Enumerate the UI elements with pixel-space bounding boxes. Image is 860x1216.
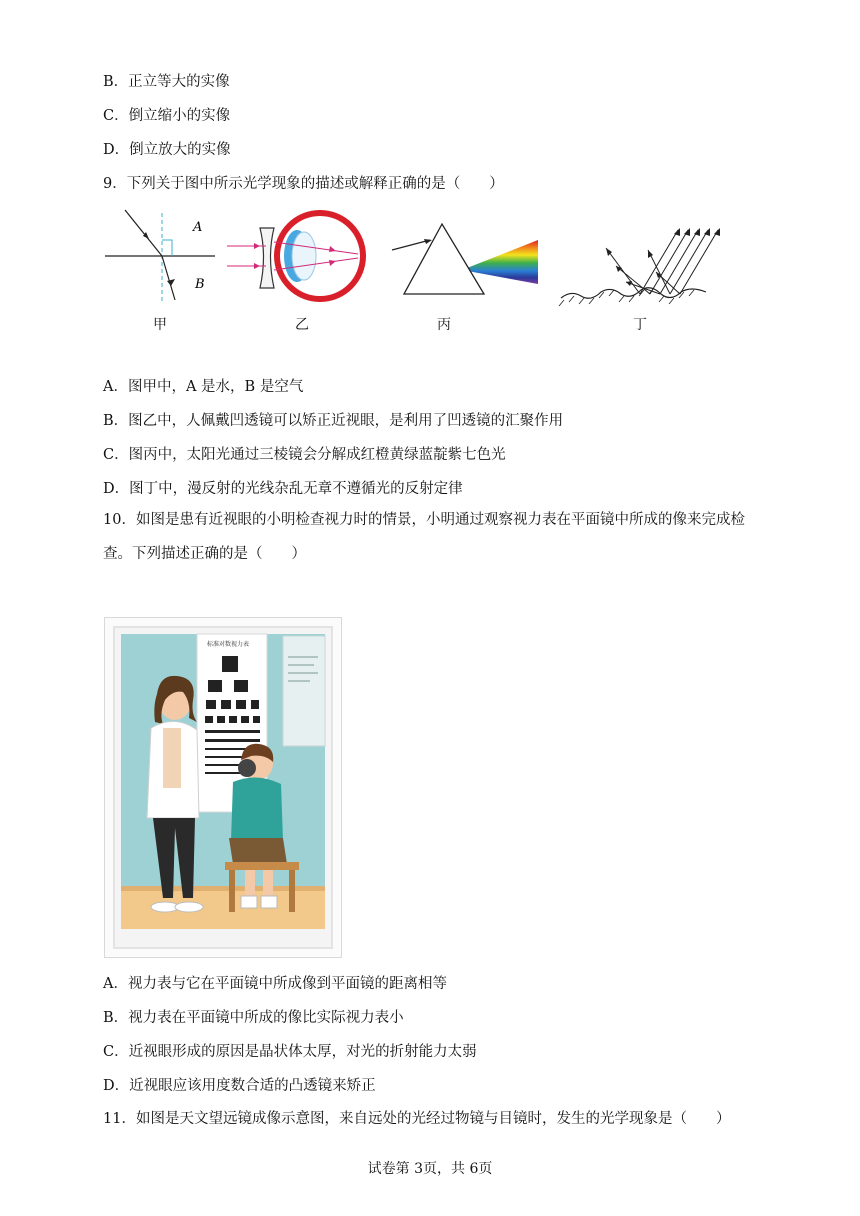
label-b: B <box>195 277 205 292</box>
q9-stem: 9．下列关于图中所示光学现象的描述或解释正确的是（ ） <box>103 176 504 192</box>
eye-diagram <box>222 208 372 308</box>
eye-exam-illustration <box>104 617 342 958</box>
q10-option-a: A．视力表与它在平面镜中所成像到平面镜的距离相等 <box>103 976 447 992</box>
caption-bing: 丙 <box>437 317 451 333</box>
q9-option-a: A．图甲中，A 是水，B 是空气 <box>103 379 304 395</box>
refraction-diagram <box>105 208 215 308</box>
q9-option-d: D．图丁中，漫反射的光线杂乱无章不遵循光的反射定律 <box>103 481 463 497</box>
caption-jia: 甲 <box>153 317 167 333</box>
q10-stem: 10．如图是患有近视眼的小明检查视力时的情景，小明通过观察视力表在平面镜中所成的像来完成检查。下列描述正确的是（ ） <box>103 512 745 562</box>
q9-option-c: C．图丙中，太阳光通过三棱镜会分解成红橙黄绿蓝靛紫七色光 <box>103 447 506 463</box>
q10-option-c: C．近视眼形成的原因是晶状体太厚，对光的折射能力太弱 <box>103 1044 477 1060</box>
caption-yi: 乙 <box>295 317 309 333</box>
q11-stem: 11．如图是天文望远镜成像示意图，来自远处的光经过物镜与目镜时，发生的光学现象是（ ） <box>103 1111 731 1127</box>
caption-ding: 丁 <box>633 317 647 333</box>
eye-chart-title: 标准对数视力表 <box>207 641 250 648</box>
page-footer: 试卷第 3页，共 6页 <box>367 1161 493 1177</box>
q9-option-b: B．图乙中，人佩戴凹透镜可以矫正近视眼，是利用了凹透镜的汇聚作用 <box>103 413 564 429</box>
prism-diagram <box>390 212 540 302</box>
q8-option-d: D．倒立放大的实像 <box>103 142 231 158</box>
label-a: A <box>193 220 203 235</box>
q10-option-d: D．近视眼应该用度数合适的凸透镜来矫正 <box>103 1078 376 1094</box>
q8-option-c: C．倒立缩小的实像 <box>103 108 231 124</box>
q8-option-b: B．正立等大的实像 <box>103 74 230 90</box>
q10-option-b: B．视力表在平面镜中所成的像比实际视力表小 <box>103 1010 404 1026</box>
diffuse-reflection-diagram <box>556 220 726 310</box>
